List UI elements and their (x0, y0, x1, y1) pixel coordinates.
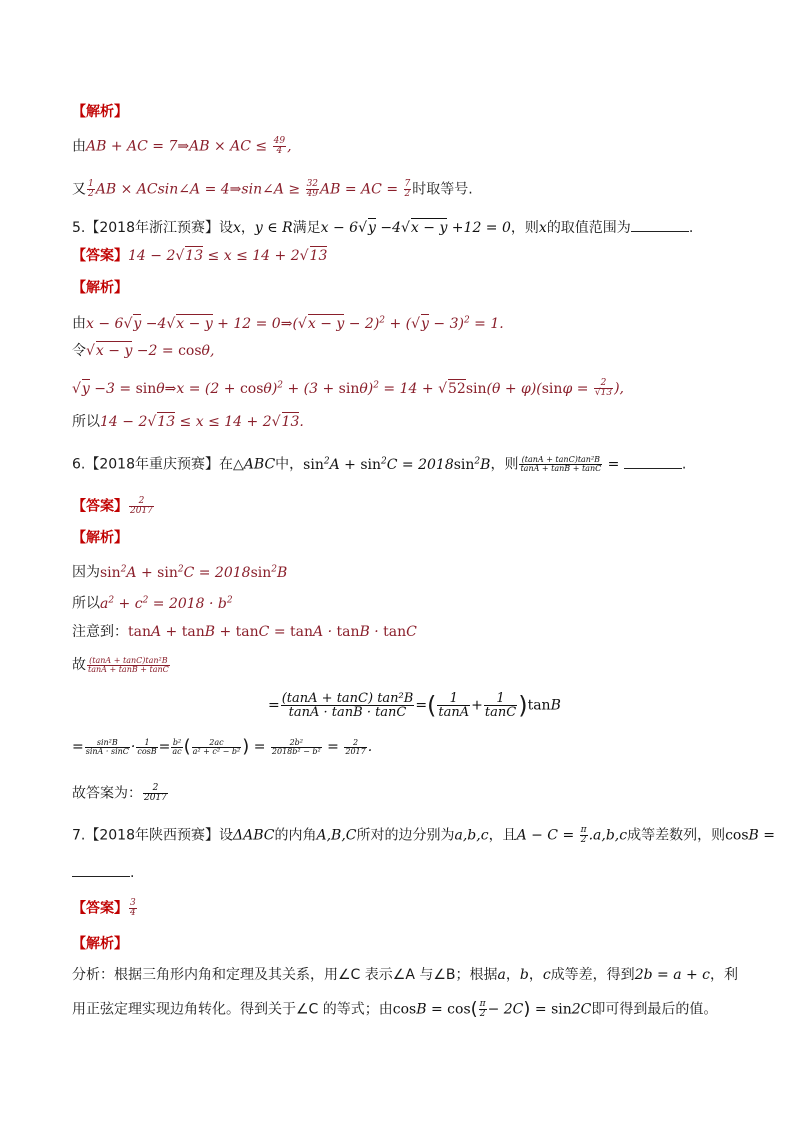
question-5-answer: 【答案】14 − 2√13 ≤ x ≤ 14 + 2√13 (72, 248, 328, 264)
analysis-label: 【解析】 (72, 936, 128, 952)
question-7-blank-line: . (72, 862, 134, 882)
analysis-label: 【解析】 (72, 280, 128, 296)
question-6-final: 故答案为： $\frac{2}{2017}$ (72, 783, 167, 803)
question-5-step-4: 所以14 − 2√13 ≤ x ≤ 14 + 2√13. (72, 414, 304, 430)
solution-line-2: 又 $\frac{1}{2}$ AB × ACsin∠A = 4⇒sin∠A ≥ $\frac{32}{49}$ AB = AC = $\frac{7}{2}$ 时取等号. (72, 179, 473, 199)
question-7-analysis-1: 分析：根据三角形内角和定理及其关系，用∠C 表示∠A 与∠B；根据a，b，c成等差，得到2b = a + c，利 (72, 967, 739, 983)
answer-blank (72, 862, 130, 877)
question-6-step-2: 所以$a^2 + c^2 = 2018 \cdot b^2$ (72, 595, 233, 612)
question-6-step-4: 故 $\frac{\text{(tanA + tanC)tan²B}}{\tan A + \tan B + \tan C}$ (72, 655, 169, 674)
question-6-stem: 6.【2018年重庆预赛】在△ABC中，$\sin^2A + \sin^2C = 2018\sin^2B$，则 $\frac{\text{(tanA + tanC)tan²B}}{\tan A + \tan B + \tan C}$ = . (72, 455, 687, 474)
answer-blank (631, 217, 689, 232)
question-5-step-1: 由x − 6√y −4√x − y + 12 = 0⇒(√x − $y - 2)^2 + (√y - 3)^2 = 1$. (72, 315, 504, 332)
question-6-answer: 【答案】 $\frac{2}{2017}$ (72, 496, 153, 516)
question-6-step-3: 注意到：tanA + tanB + tanC = tanA · tanB · tanC (72, 624, 417, 640)
question-7-answer: 【答案】 $\frac{3}{4}$ (72, 898, 136, 918)
question-7-analysis-2: 用正弦定理实现边角转化。得到关于∠C 的等式；由cosB = cos( $\frac{\pi}{2}$ − 2C) = sin2C即可得到最后的值。 (72, 998, 718, 1020)
answer-blank (624, 454, 682, 469)
question-7-stem: 7.【2018年陕西预赛】设ΔABC的内角A,B,C所对的边分别为a,b,c，且A − C = $\frac{\pi}{2}$ .a,b,c成等差数列，则cosB = (72, 825, 776, 845)
analysis-label: 【解析】 (72, 104, 128, 120)
analysis-label: 【解析】 (72, 530, 128, 546)
question-6-equation-2: = $\frac{\text{sin²B}}{\sin A \cdot \sin C}$ · $\frac{1}{\cos B}$ = $\frac{\text{b²}}{ac}$ ( $\frac{2ac}{\text{a² + c² − b²}}$ ) = $\frac{\text{2b²}}{\text{2018b² − b²}}$ = $\frac{2}{2017}$ . (72, 736, 373, 757)
question-5-stem: 5.【2018年浙江预赛】设x，y ∈ R满足x − 6√y −4√x − y +12 = 0，则x的取值范围为 . (72, 217, 693, 237)
solution-line-1: 由AB + AC = 7⇒AB × AC ≤ $\frac{49}{4}$ , (72, 136, 292, 156)
question-6-equation: = $\frac{\text{(tanA + tanC) tan²B}}{\tan A \cdot \tan B \cdot \tan C}$ =( $\frac{1}{\tan A}$ + $\frac{1}{\tan C}$ )tanB (268, 691, 561, 720)
question-6-step-1: 因为$\sin^2A + \sin^2C = 2018\sin^2B$ (72, 564, 288, 581)
question-5-step-3: √y −3 = sinθ⇒x = $(2 + \cos\theta)^2 + (3 + \sin\theta)^2 = 14 + √52\sin(\theta + \varphi)(\sin\varphi$ = $\frac{2}{√13}$ ), (72, 378, 624, 399)
question-5-step-2: 令√x − y −2 = cosθ, (72, 343, 215, 359)
